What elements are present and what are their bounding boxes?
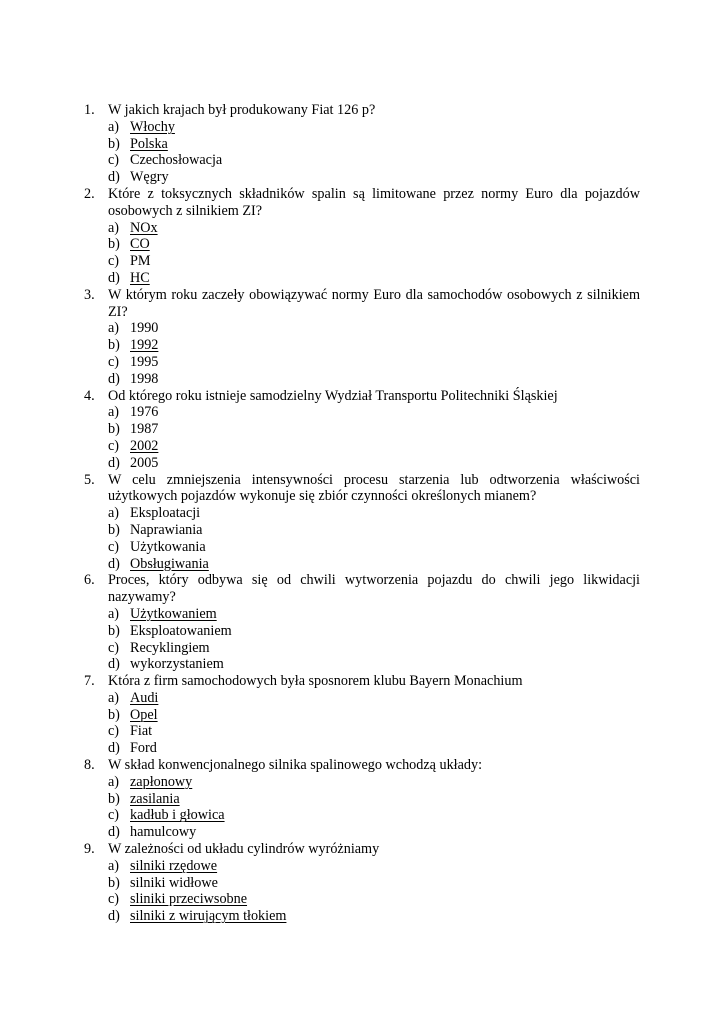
answer-option	[108, 606, 640, 623]
answer-option	[108, 371, 640, 388]
question-text: Od którego roku istnieje samodzielny Wydział Transportu Politechniki Śląskiej	[108, 387, 558, 404]
answer-text: Węgry	[130, 169, 169, 186]
answer-option	[108, 505, 640, 522]
answer-option	[108, 320, 640, 337]
question-number: 9.	[84, 841, 95, 858]
question-text: W jakich krajach był produkowany Fiat 126 p?	[108, 102, 376, 118]
answer-options	[84, 119, 640, 186]
answer-text: 1987	[130, 421, 159, 438]
question-item	[84, 388, 640, 472]
question-text: Która z firm samochodowych była sposnorem klubu Bayern Monachium	[108, 673, 523, 690]
answer-text-marked: Włochy	[130, 118, 175, 135]
answer-text-marked: NOx	[130, 219, 158, 236]
answer-text: 1998	[130, 370, 159, 387]
answer-options	[84, 858, 640, 925]
answer-letter: d)	[108, 656, 120, 673]
answer-text: Naprawiania	[130, 521, 203, 538]
question-item	[84, 287, 640, 388]
answer-letter: b)	[108, 706, 120, 723]
answer-option	[108, 791, 640, 808]
answer-text: Fiat	[130, 723, 153, 740]
answer-option	[108, 824, 640, 841]
answer-text-marked: silniki rzędowe	[130, 857, 218, 874]
answer-letter: a)	[108, 605, 120, 622]
answer-option	[108, 858, 640, 875]
answer-letter: d)	[108, 454, 120, 471]
answer-letter: c)	[108, 891, 120, 908]
question-line	[84, 186, 640, 220]
question-item	[84, 757, 640, 841]
answer-option	[108, 807, 640, 824]
answer-letter: d)	[108, 740, 120, 757]
answer-text: 1990	[130, 320, 159, 337]
answer-option	[108, 707, 640, 724]
answer-text: Eksploatowaniem	[130, 622, 232, 639]
answer-letter: a)	[108, 118, 120, 135]
question-text: W którym roku zaczeły obowiązywać normy Euro dla samochodów osobowych z silnikiem ZI?	[108, 286, 640, 320]
answer-option	[108, 908, 640, 925]
answer-option	[108, 337, 640, 354]
answer-letter: a)	[108, 505, 120, 522]
answer-letter: a)	[108, 219, 120, 236]
question-number: 6.	[84, 572, 95, 589]
answer-letter: a)	[108, 320, 120, 337]
answer-letter: d)	[108, 169, 120, 186]
answer-text-marked: kadłub i głowica	[130, 807, 225, 824]
answer-text: hamulcowy	[130, 824, 197, 841]
answer-letter: b)	[108, 874, 120, 891]
answer-letter: b)	[108, 236, 120, 253]
answer-text: PM	[130, 253, 151, 270]
question-number: 7.	[84, 673, 95, 690]
answer-text-marked: zasilania	[130, 790, 180, 807]
answer-option	[108, 404, 640, 421]
answer-text-marked: 2002	[130, 437, 159, 454]
answer-text-marked: zapłonowy	[130, 773, 193, 790]
answer-letter: c)	[108, 723, 120, 740]
answer-text-marked: CO	[130, 236, 150, 253]
answer-text: Recyklingiem	[130, 639, 210, 656]
question-number: 4.	[84, 387, 95, 404]
answer-option	[108, 119, 640, 136]
question-line	[84, 757, 640, 774]
answer-option	[108, 455, 640, 472]
quiz-question-list	[84, 102, 640, 925]
question-number: 8.	[84, 757, 95, 774]
answer-option	[108, 875, 640, 892]
answer-letter: a)	[108, 689, 120, 706]
answer-options	[84, 774, 640, 841]
answer-text-marked: HC	[130, 269, 150, 286]
answer-text-marked: Opel	[130, 706, 158, 723]
answer-option	[108, 623, 640, 640]
question-line	[84, 841, 640, 858]
answer-option	[108, 152, 640, 169]
question-text: W celu zmniejszenia intensywności procesu starzenia lub odtworzenia właściwości użytkowych pojazdów wykonuje się zbiór czynności określonych mianem?	[108, 471, 640, 505]
answer-option	[108, 640, 640, 657]
answer-option	[108, 169, 640, 186]
answer-options	[84, 505, 640, 572]
answer-letter: c)	[108, 437, 120, 454]
answer-letter: a)	[108, 773, 120, 790]
answer-letter: c)	[108, 538, 120, 555]
answer-letter: b)	[108, 521, 120, 538]
question-number: 3.	[84, 286, 95, 303]
answer-option	[108, 236, 640, 253]
answer-option	[108, 690, 640, 707]
answer-option	[108, 539, 640, 556]
answer-letter: b)	[108, 135, 120, 152]
answer-text: Użytkowania	[130, 538, 206, 555]
question-number: 2.	[84, 185, 95, 202]
answer-text-marked: silniki z wirującym tłokiem	[130, 908, 287, 925]
answer-text: Ford	[130, 740, 157, 757]
answer-text-marked: sliniki przeciwsobne	[130, 891, 248, 908]
question-item	[84, 673, 640, 757]
answer-options	[84, 320, 640, 387]
question-line	[84, 287, 640, 321]
answer-options	[84, 690, 640, 757]
answer-letter: b)	[108, 421, 120, 438]
answer-letter: d)	[108, 555, 120, 572]
answer-option	[108, 723, 640, 740]
question-line	[84, 572, 640, 606]
answer-text-marked: Polska	[130, 135, 168, 152]
answer-letter: d)	[108, 269, 120, 286]
question-item	[84, 472, 640, 573]
answer-letter: a)	[108, 404, 120, 421]
question-item	[84, 572, 640, 673]
answer-letter: c)	[108, 807, 120, 824]
question-text: Proces, który odbywa się od chwili wytworzenia pojazdu do chwili jego likwidacji nazywamy?	[108, 572, 640, 606]
answer-text-marked: Audi	[130, 689, 159, 706]
answer-letter: b)	[108, 337, 120, 354]
answer-option	[108, 421, 640, 438]
answer-option	[108, 136, 640, 153]
answer-letter: d)	[108, 908, 120, 925]
answer-option	[108, 220, 640, 237]
question-text: W skład konwencjonalnego silnika spalinowego wchodzą układy:	[108, 757, 483, 774]
answer-option	[108, 556, 640, 573]
answer-letter: d)	[108, 370, 120, 387]
answer-letter: c)	[108, 152, 120, 169]
answer-option	[108, 253, 640, 270]
answer-option	[108, 656, 640, 673]
answer-text: 1995	[130, 353, 159, 370]
question-text: W zależności od układu cylindrów wyróżniamy	[108, 841, 380, 858]
answer-options	[84, 606, 640, 673]
question-item	[84, 841, 640, 925]
answer-text-marked: 1992	[130, 337, 159, 354]
answer-text: 1976	[130, 404, 159, 421]
answer-text: Eksploatacji	[130, 505, 201, 522]
answer-option	[108, 891, 640, 908]
answer-options	[84, 404, 640, 471]
question-line	[84, 102, 640, 119]
question-number: 5.	[84, 471, 95, 488]
answer-text: 2005	[130, 454, 159, 471]
answer-option	[108, 522, 640, 539]
question-line	[84, 472, 640, 506]
answer-text-marked: Użytkowaniem	[130, 605, 217, 622]
question-line	[84, 388, 640, 405]
answer-option	[108, 740, 640, 757]
question-item	[84, 186, 640, 287]
answer-text-marked: Obsługiwania	[130, 555, 209, 572]
question-item	[84, 102, 640, 186]
question-line	[84, 673, 640, 690]
answer-letter: c)	[108, 353, 120, 370]
answer-letter: d)	[108, 824, 120, 841]
answer-option	[108, 774, 640, 791]
answer-text: wykorzystaniem	[130, 656, 224, 673]
answer-option	[108, 270, 640, 287]
answer-letter: b)	[108, 790, 120, 807]
question-text: Które z toksycznych składników spalin są limitowane przez normy Euro dla pojazdów osobowych z silnikiem ZI?	[108, 185, 640, 219]
answer-text: silniki widłowe	[130, 874, 218, 891]
answer-text: Czechosłowacja	[130, 152, 223, 169]
answer-letter: a)	[108, 857, 120, 874]
answer-option	[108, 354, 640, 371]
answer-letter: c)	[108, 253, 120, 270]
answer-options	[84, 220, 640, 287]
answer-letter: c)	[108, 639, 120, 656]
question-number: 1.	[84, 102, 95, 118]
answer-letter: b)	[108, 622, 120, 639]
answer-option	[108, 438, 640, 455]
